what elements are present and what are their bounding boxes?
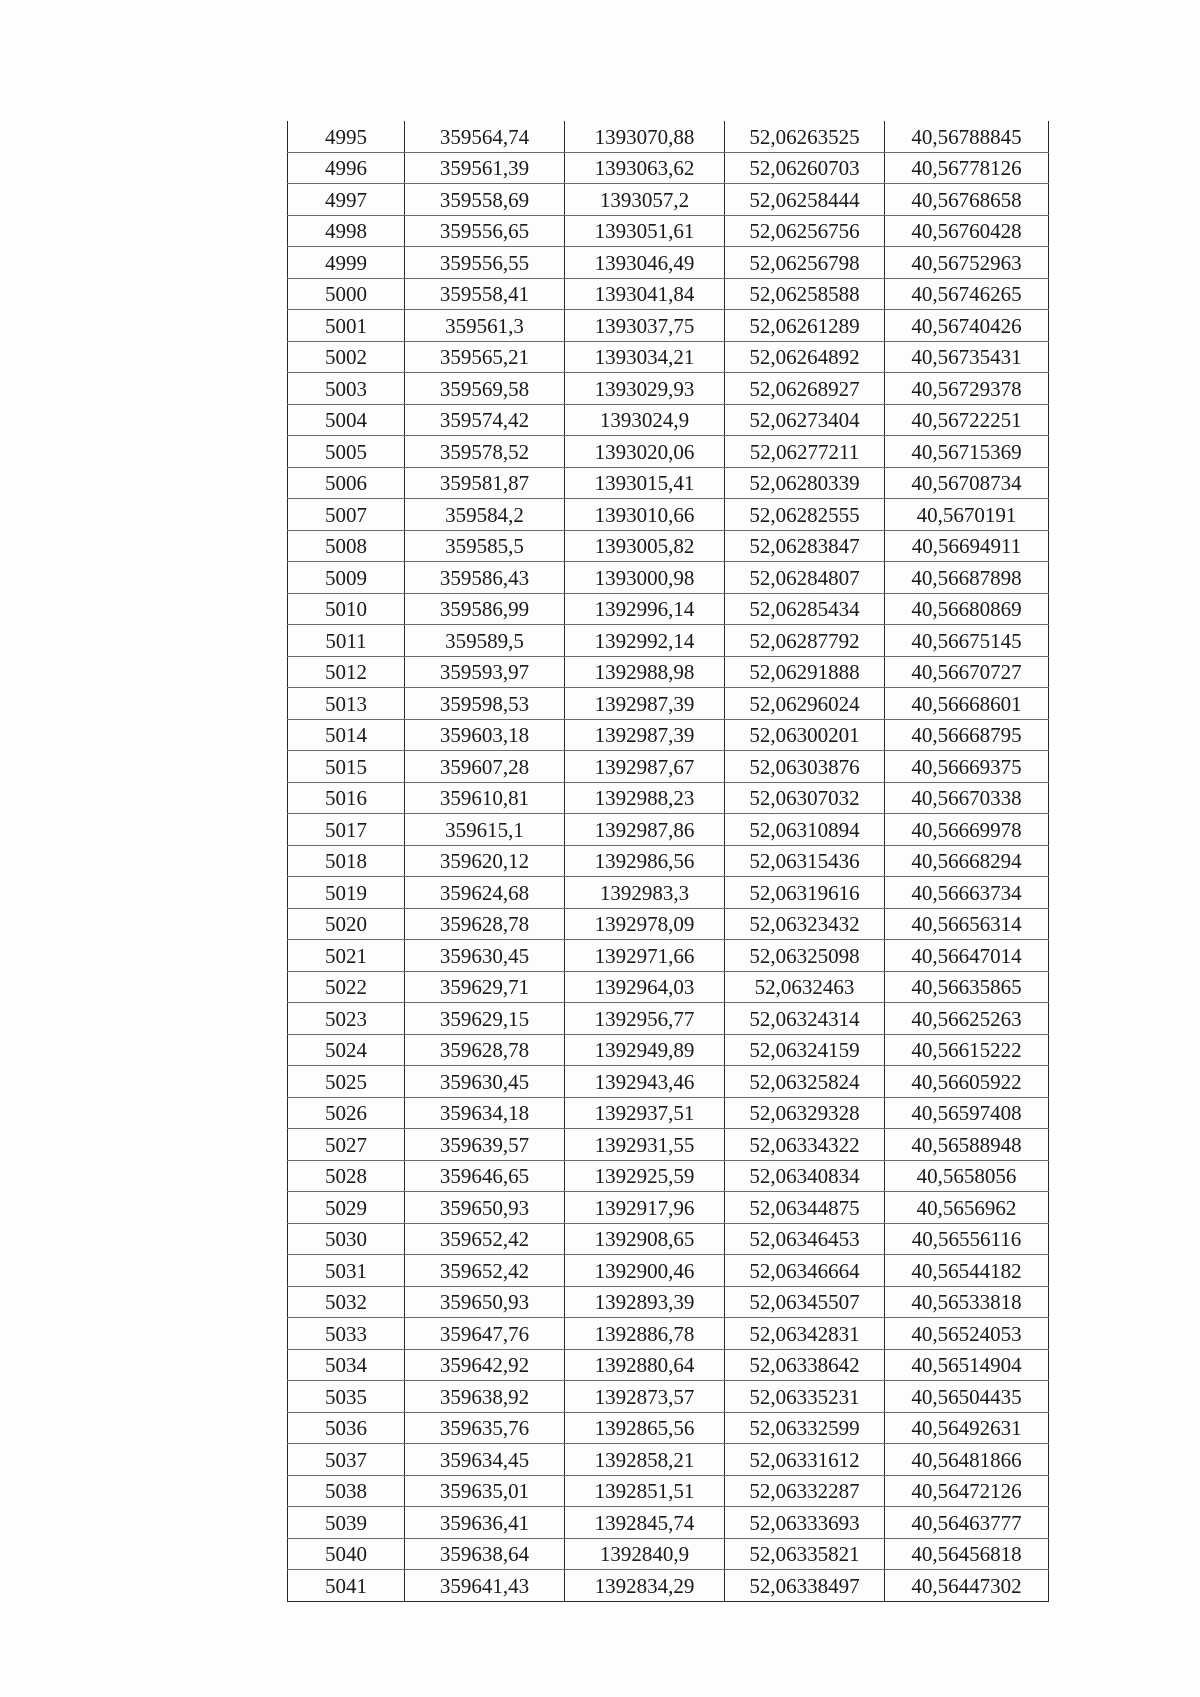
x-coordinate-cell: 359593,97	[405, 656, 565, 688]
y-coordinate-cell: 1393010,66	[565, 499, 725, 531]
longitude-cell: 40,56447302	[885, 1570, 1049, 1602]
y-coordinate-cell: 1392987,39	[565, 719, 725, 751]
latitude-cell: 52,06282555	[725, 499, 885, 531]
x-coordinate-cell: 359638,92	[405, 1381, 565, 1413]
x-coordinate-cell: 359561,39	[405, 152, 565, 184]
latitude-cell: 52,06256798	[725, 247, 885, 279]
table-row	[288, 341, 1049, 373]
point-number-cell: 5010	[288, 593, 405, 625]
longitude-cell: 40,56670727	[885, 656, 1049, 688]
table-row	[288, 310, 1049, 342]
latitude-cell: 52,06332599	[725, 1412, 885, 1444]
longitude-cell: 40,56752963	[885, 247, 1049, 279]
table-row	[288, 404, 1049, 436]
point-number-cell: 5017	[288, 814, 405, 846]
latitude-cell: 52,0632463	[725, 971, 885, 1003]
point-number-cell: 5021	[288, 940, 405, 972]
x-coordinate-cell: 359607,28	[405, 751, 565, 783]
longitude-cell: 40,56715369	[885, 436, 1049, 468]
point-number-cell: 4997	[288, 184, 405, 216]
table-row	[288, 184, 1049, 216]
point-number-cell: 5020	[288, 908, 405, 940]
table-row	[288, 877, 1049, 909]
y-coordinate-cell: 1392893,39	[565, 1286, 725, 1318]
longitude-cell: 40,56669978	[885, 814, 1049, 846]
x-coordinate-cell: 359652,42	[405, 1255, 565, 1287]
point-number-cell: 5009	[288, 562, 405, 594]
y-coordinate-cell: 1393070,88	[565, 121, 725, 152]
latitude-cell: 52,06307032	[725, 782, 885, 814]
longitude-cell: 40,56670338	[885, 782, 1049, 814]
table-row	[288, 1129, 1049, 1161]
y-coordinate-cell: 1392986,56	[565, 845, 725, 877]
table-row	[288, 656, 1049, 688]
longitude-cell: 40,5670191	[885, 499, 1049, 531]
table-row	[288, 845, 1049, 877]
y-coordinate-cell: 1392964,03	[565, 971, 725, 1003]
y-coordinate-cell: 1392937,51	[565, 1097, 725, 1129]
y-coordinate-cell: 1393029,93	[565, 373, 725, 405]
table-row	[288, 1381, 1049, 1413]
table-row	[288, 1444, 1049, 1476]
y-coordinate-cell: 1392983,3	[565, 877, 725, 909]
point-number-cell: 5036	[288, 1412, 405, 1444]
point-number-cell: 5032	[288, 1286, 405, 1318]
table-row	[288, 751, 1049, 783]
point-number-cell: 5003	[288, 373, 405, 405]
point-number-cell: 5004	[288, 404, 405, 436]
y-coordinate-cell: 1393037,75	[565, 310, 725, 342]
point-number-cell: 5011	[288, 625, 405, 657]
y-coordinate-cell: 1392886,78	[565, 1318, 725, 1350]
latitude-cell: 52,06277211	[725, 436, 885, 468]
latitude-cell: 52,06331612	[725, 1444, 885, 1476]
latitude-cell: 52,06256756	[725, 215, 885, 247]
y-coordinate-cell: 1393051,61	[565, 215, 725, 247]
longitude-cell: 40,56504435	[885, 1381, 1049, 1413]
latitude-cell: 52,06263525	[725, 121, 885, 152]
x-coordinate-cell: 359598,53	[405, 688, 565, 720]
latitude-cell: 52,06315436	[725, 845, 885, 877]
longitude-cell: 40,56615222	[885, 1034, 1049, 1066]
y-coordinate-cell: 1392858,21	[565, 1444, 725, 1476]
latitude-cell: 52,06346453	[725, 1223, 885, 1255]
table-row	[288, 593, 1049, 625]
latitude-cell: 52,06319616	[725, 877, 885, 909]
point-number-cell: 5001	[288, 310, 405, 342]
longitude-cell: 40,56605922	[885, 1066, 1049, 1098]
point-number-cell: 5015	[288, 751, 405, 783]
coordinates-table	[287, 121, 1049, 1602]
x-coordinate-cell: 359630,45	[405, 1066, 565, 1098]
latitude-cell: 52,06338497	[725, 1570, 885, 1602]
latitude-cell: 52,06335231	[725, 1381, 885, 1413]
longitude-cell: 40,56760428	[885, 215, 1049, 247]
latitude-cell: 52,06325824	[725, 1066, 885, 1098]
latitude-cell: 52,06303876	[725, 751, 885, 783]
latitude-cell: 52,06346664	[725, 1255, 885, 1287]
x-coordinate-cell: 359584,2	[405, 499, 565, 531]
point-number-cell: 5002	[288, 341, 405, 373]
latitude-cell: 52,06285434	[725, 593, 885, 625]
point-number-cell: 5016	[288, 782, 405, 814]
table-row	[288, 467, 1049, 499]
y-coordinate-cell: 1392931,55	[565, 1129, 725, 1161]
x-coordinate-cell: 359634,45	[405, 1444, 565, 1476]
table-row	[288, 1286, 1049, 1318]
latitude-cell: 52,06345507	[725, 1286, 885, 1318]
x-coordinate-cell: 359652,42	[405, 1223, 565, 1255]
x-coordinate-cell: 359628,78	[405, 908, 565, 940]
x-coordinate-cell: 359578,52	[405, 436, 565, 468]
table-row	[288, 1475, 1049, 1507]
longitude-cell: 40,56656314	[885, 908, 1049, 940]
x-coordinate-cell: 359635,01	[405, 1475, 565, 1507]
longitude-cell: 40,56635865	[885, 971, 1049, 1003]
point-number-cell: 5025	[288, 1066, 405, 1098]
latitude-cell: 52,06333693	[725, 1507, 885, 1539]
longitude-cell: 40,56647014	[885, 940, 1049, 972]
x-coordinate-cell: 359581,87	[405, 467, 565, 499]
longitude-cell: 40,56708734	[885, 467, 1049, 499]
y-coordinate-cell: 1392987,39	[565, 688, 725, 720]
latitude-cell: 52,06324159	[725, 1034, 885, 1066]
longitude-cell: 40,56597408	[885, 1097, 1049, 1129]
latitude-cell: 52,06324314	[725, 1003, 885, 1035]
point-number-cell: 5030	[288, 1223, 405, 1255]
point-number-cell: 5019	[288, 877, 405, 909]
table-row	[288, 971, 1049, 1003]
table-row	[288, 1192, 1049, 1224]
longitude-cell: 40,5656962	[885, 1192, 1049, 1224]
point-number-cell: 4998	[288, 215, 405, 247]
x-coordinate-cell: 359638,64	[405, 1538, 565, 1570]
table-row	[288, 499, 1049, 531]
point-number-cell: 5037	[288, 1444, 405, 1476]
point-number-cell: 5041	[288, 1570, 405, 1602]
x-coordinate-cell: 359585,5	[405, 530, 565, 562]
y-coordinate-cell: 1392840,9	[565, 1538, 725, 1570]
x-coordinate-cell: 359603,18	[405, 719, 565, 751]
y-coordinate-cell: 1392845,74	[565, 1507, 725, 1539]
point-number-cell: 4996	[288, 152, 405, 184]
point-number-cell: 5027	[288, 1129, 405, 1161]
x-coordinate-cell: 359569,58	[405, 373, 565, 405]
table-row	[288, 688, 1049, 720]
latitude-cell: 52,06284807	[725, 562, 885, 594]
x-coordinate-cell: 359646,65	[405, 1160, 565, 1192]
latitude-cell: 52,06335821	[725, 1538, 885, 1570]
longitude-cell: 40,56668795	[885, 719, 1049, 751]
longitude-cell: 40,56514904	[885, 1349, 1049, 1381]
table-row	[288, 908, 1049, 940]
latitude-cell: 52,06258444	[725, 184, 885, 216]
y-coordinate-cell: 1393063,62	[565, 152, 725, 184]
table-row	[288, 1507, 1049, 1539]
latitude-cell: 52,06258588	[725, 278, 885, 310]
table-row	[288, 152, 1049, 184]
table-row	[288, 1003, 1049, 1035]
y-coordinate-cell: 1393000,98	[565, 562, 725, 594]
longitude-cell: 40,56472126	[885, 1475, 1049, 1507]
point-number-cell: 5039	[288, 1507, 405, 1539]
x-coordinate-cell: 359574,42	[405, 404, 565, 436]
longitude-cell: 40,56694911	[885, 530, 1049, 562]
y-coordinate-cell: 1393046,49	[565, 247, 725, 279]
point-number-cell: 5013	[288, 688, 405, 720]
x-coordinate-cell: 359650,93	[405, 1286, 565, 1318]
longitude-cell: 40,56556116	[885, 1223, 1049, 1255]
longitude-cell: 40,56740426	[885, 310, 1049, 342]
longitude-cell: 40,56768658	[885, 184, 1049, 216]
latitude-cell: 52,06291888	[725, 656, 885, 688]
y-coordinate-cell: 1393005,82	[565, 530, 725, 562]
x-coordinate-cell: 359636,41	[405, 1507, 565, 1539]
table-row	[288, 373, 1049, 405]
longitude-cell: 40,56735431	[885, 341, 1049, 373]
table-row	[288, 1538, 1049, 1570]
table-row	[288, 1223, 1049, 1255]
y-coordinate-cell: 1392834,29	[565, 1570, 725, 1602]
point-number-cell: 4995	[288, 121, 405, 152]
y-coordinate-cell: 1392978,09	[565, 908, 725, 940]
y-coordinate-cell: 1393015,41	[565, 467, 725, 499]
latitude-cell: 52,06338642	[725, 1349, 885, 1381]
latitude-cell: 52,06310894	[725, 814, 885, 846]
longitude-cell: 40,56746265	[885, 278, 1049, 310]
table-row	[288, 782, 1049, 814]
latitude-cell: 52,06287792	[725, 625, 885, 657]
latitude-cell: 52,06264892	[725, 341, 885, 373]
longitude-cell: 40,56533818	[885, 1286, 1049, 1318]
x-coordinate-cell: 359558,41	[405, 278, 565, 310]
x-coordinate-cell: 359628,78	[405, 1034, 565, 1066]
point-number-cell: 5008	[288, 530, 405, 562]
point-number-cell: 5014	[288, 719, 405, 751]
longitude-cell: 40,56463777	[885, 1507, 1049, 1539]
table-row	[288, 1570, 1049, 1602]
x-coordinate-cell: 359589,5	[405, 625, 565, 657]
point-number-cell: 5034	[288, 1349, 405, 1381]
table-row	[288, 940, 1049, 972]
latitude-cell: 52,06344875	[725, 1192, 885, 1224]
table-row	[288, 1034, 1049, 1066]
table-row	[288, 247, 1049, 279]
y-coordinate-cell: 1392949,89	[565, 1034, 725, 1066]
x-coordinate-cell: 359629,71	[405, 971, 565, 1003]
point-number-cell: 4999	[288, 247, 405, 279]
y-coordinate-cell: 1392988,23	[565, 782, 725, 814]
x-coordinate-cell: 359647,76	[405, 1318, 565, 1350]
y-coordinate-cell: 1392900,46	[565, 1255, 725, 1287]
latitude-cell: 52,06329328	[725, 1097, 885, 1129]
longitude-cell: 40,56729378	[885, 373, 1049, 405]
latitude-cell: 52,06273404	[725, 404, 885, 436]
table-row	[288, 1318, 1049, 1350]
x-coordinate-cell: 359558,69	[405, 184, 565, 216]
table-row	[288, 530, 1049, 562]
y-coordinate-cell: 1393041,84	[565, 278, 725, 310]
point-number-cell: 5005	[288, 436, 405, 468]
longitude-cell: 40,56481866	[885, 1444, 1049, 1476]
latitude-cell: 52,06325098	[725, 940, 885, 972]
x-coordinate-cell: 359586,43	[405, 562, 565, 594]
table-row	[288, 1349, 1049, 1381]
y-coordinate-cell: 1392908,65	[565, 1223, 725, 1255]
longitude-cell: 40,56588948	[885, 1129, 1049, 1161]
table-row	[288, 1412, 1049, 1444]
point-number-cell: 5006	[288, 467, 405, 499]
x-coordinate-cell: 359556,65	[405, 215, 565, 247]
point-number-cell: 5000	[288, 278, 405, 310]
y-coordinate-cell: 1392956,77	[565, 1003, 725, 1035]
y-coordinate-cell: 1392987,86	[565, 814, 725, 846]
x-coordinate-cell: 359629,15	[405, 1003, 565, 1035]
table-row	[288, 121, 1049, 152]
longitude-cell: 40,56492631	[885, 1412, 1049, 1444]
latitude-cell: 52,06260703	[725, 152, 885, 184]
latitude-cell: 52,06283847	[725, 530, 885, 562]
point-number-cell: 5023	[288, 1003, 405, 1035]
longitude-cell: 40,56687898	[885, 562, 1049, 594]
latitude-cell: 52,06342831	[725, 1318, 885, 1350]
y-coordinate-cell: 1392971,66	[565, 940, 725, 972]
x-coordinate-cell: 359586,99	[405, 593, 565, 625]
latitude-cell: 52,06323432	[725, 908, 885, 940]
table-row	[288, 1066, 1049, 1098]
y-coordinate-cell: 1392987,67	[565, 751, 725, 783]
y-coordinate-cell: 1393034,21	[565, 341, 725, 373]
y-coordinate-cell: 1393024,9	[565, 404, 725, 436]
longitude-cell: 40,56668294	[885, 845, 1049, 877]
latitude-cell: 52,06296024	[725, 688, 885, 720]
longitude-cell: 40,56778126	[885, 152, 1049, 184]
table-row	[288, 1255, 1049, 1287]
y-coordinate-cell: 1392873,57	[565, 1381, 725, 1413]
x-coordinate-cell: 359556,55	[405, 247, 565, 279]
latitude-cell: 52,06340834	[725, 1160, 885, 1192]
y-coordinate-cell: 1393020,06	[565, 436, 725, 468]
longitude-cell: 40,56680869	[885, 593, 1049, 625]
table-row	[288, 1160, 1049, 1192]
point-number-cell: 5026	[288, 1097, 405, 1129]
y-coordinate-cell: 1392943,46	[565, 1066, 725, 1098]
latitude-cell: 52,06280339	[725, 467, 885, 499]
longitude-cell: 40,56456818	[885, 1538, 1049, 1570]
y-coordinate-cell: 1392992,14	[565, 625, 725, 657]
table-row	[288, 1097, 1049, 1129]
x-coordinate-cell: 359565,21	[405, 341, 565, 373]
coordinates-table-body	[288, 121, 1049, 1601]
y-coordinate-cell: 1392917,96	[565, 1192, 725, 1224]
table-row	[288, 278, 1049, 310]
x-coordinate-cell: 359650,93	[405, 1192, 565, 1224]
longitude-cell: 40,56524053	[885, 1318, 1049, 1350]
point-number-cell: 5022	[288, 971, 405, 1003]
point-number-cell: 5012	[288, 656, 405, 688]
table-row	[288, 719, 1049, 751]
latitude-cell: 52,06300201	[725, 719, 885, 751]
longitude-cell: 40,56625263	[885, 1003, 1049, 1035]
latitude-cell: 52,06261289	[725, 310, 885, 342]
point-number-cell: 5024	[288, 1034, 405, 1066]
point-number-cell: 5018	[288, 845, 405, 877]
y-coordinate-cell: 1393057,2	[565, 184, 725, 216]
x-coordinate-cell: 359561,3	[405, 310, 565, 342]
latitude-cell: 52,06334322	[725, 1129, 885, 1161]
table-row	[288, 562, 1049, 594]
longitude-cell: 40,56668601	[885, 688, 1049, 720]
y-coordinate-cell: 1392865,56	[565, 1412, 725, 1444]
x-coordinate-cell: 359642,92	[405, 1349, 565, 1381]
x-coordinate-cell: 359639,57	[405, 1129, 565, 1161]
latitude-cell: 52,06268927	[725, 373, 885, 405]
y-coordinate-cell: 1392996,14	[565, 593, 725, 625]
table-row	[288, 215, 1049, 247]
longitude-cell: 40,56675145	[885, 625, 1049, 657]
longitude-cell: 40,56663734	[885, 877, 1049, 909]
latitude-cell: 52,06332287	[725, 1475, 885, 1507]
table-row	[288, 436, 1049, 468]
x-coordinate-cell: 359635,76	[405, 1412, 565, 1444]
y-coordinate-cell: 1392988,98	[565, 656, 725, 688]
point-number-cell: 5028	[288, 1160, 405, 1192]
x-coordinate-cell: 359634,18	[405, 1097, 565, 1129]
table-row	[288, 814, 1049, 846]
y-coordinate-cell: 1392925,59	[565, 1160, 725, 1192]
table-row	[288, 625, 1049, 657]
point-number-cell: 5035	[288, 1381, 405, 1413]
point-number-cell: 5033	[288, 1318, 405, 1350]
x-coordinate-cell: 359620,12	[405, 845, 565, 877]
y-coordinate-cell: 1392880,64	[565, 1349, 725, 1381]
x-coordinate-cell: 359630,45	[405, 940, 565, 972]
longitude-cell: 40,56669375	[885, 751, 1049, 783]
point-number-cell: 5038	[288, 1475, 405, 1507]
point-number-cell: 5007	[288, 499, 405, 531]
x-coordinate-cell: 359624,68	[405, 877, 565, 909]
longitude-cell: 40,56722251	[885, 404, 1049, 436]
point-number-cell: 5040	[288, 1538, 405, 1570]
x-coordinate-cell: 359641,43	[405, 1570, 565, 1602]
longitude-cell: 40,5658056	[885, 1160, 1049, 1192]
x-coordinate-cell: 359564,74	[405, 121, 565, 152]
x-coordinate-cell: 359615,1	[405, 814, 565, 846]
longitude-cell: 40,56788845	[885, 121, 1049, 152]
y-coordinate-cell: 1392851,51	[565, 1475, 725, 1507]
longitude-cell: 40,56544182	[885, 1255, 1049, 1287]
point-number-cell: 5031	[288, 1255, 405, 1287]
x-coordinate-cell: 359610,81	[405, 782, 565, 814]
point-number-cell: 5029	[288, 1192, 405, 1224]
